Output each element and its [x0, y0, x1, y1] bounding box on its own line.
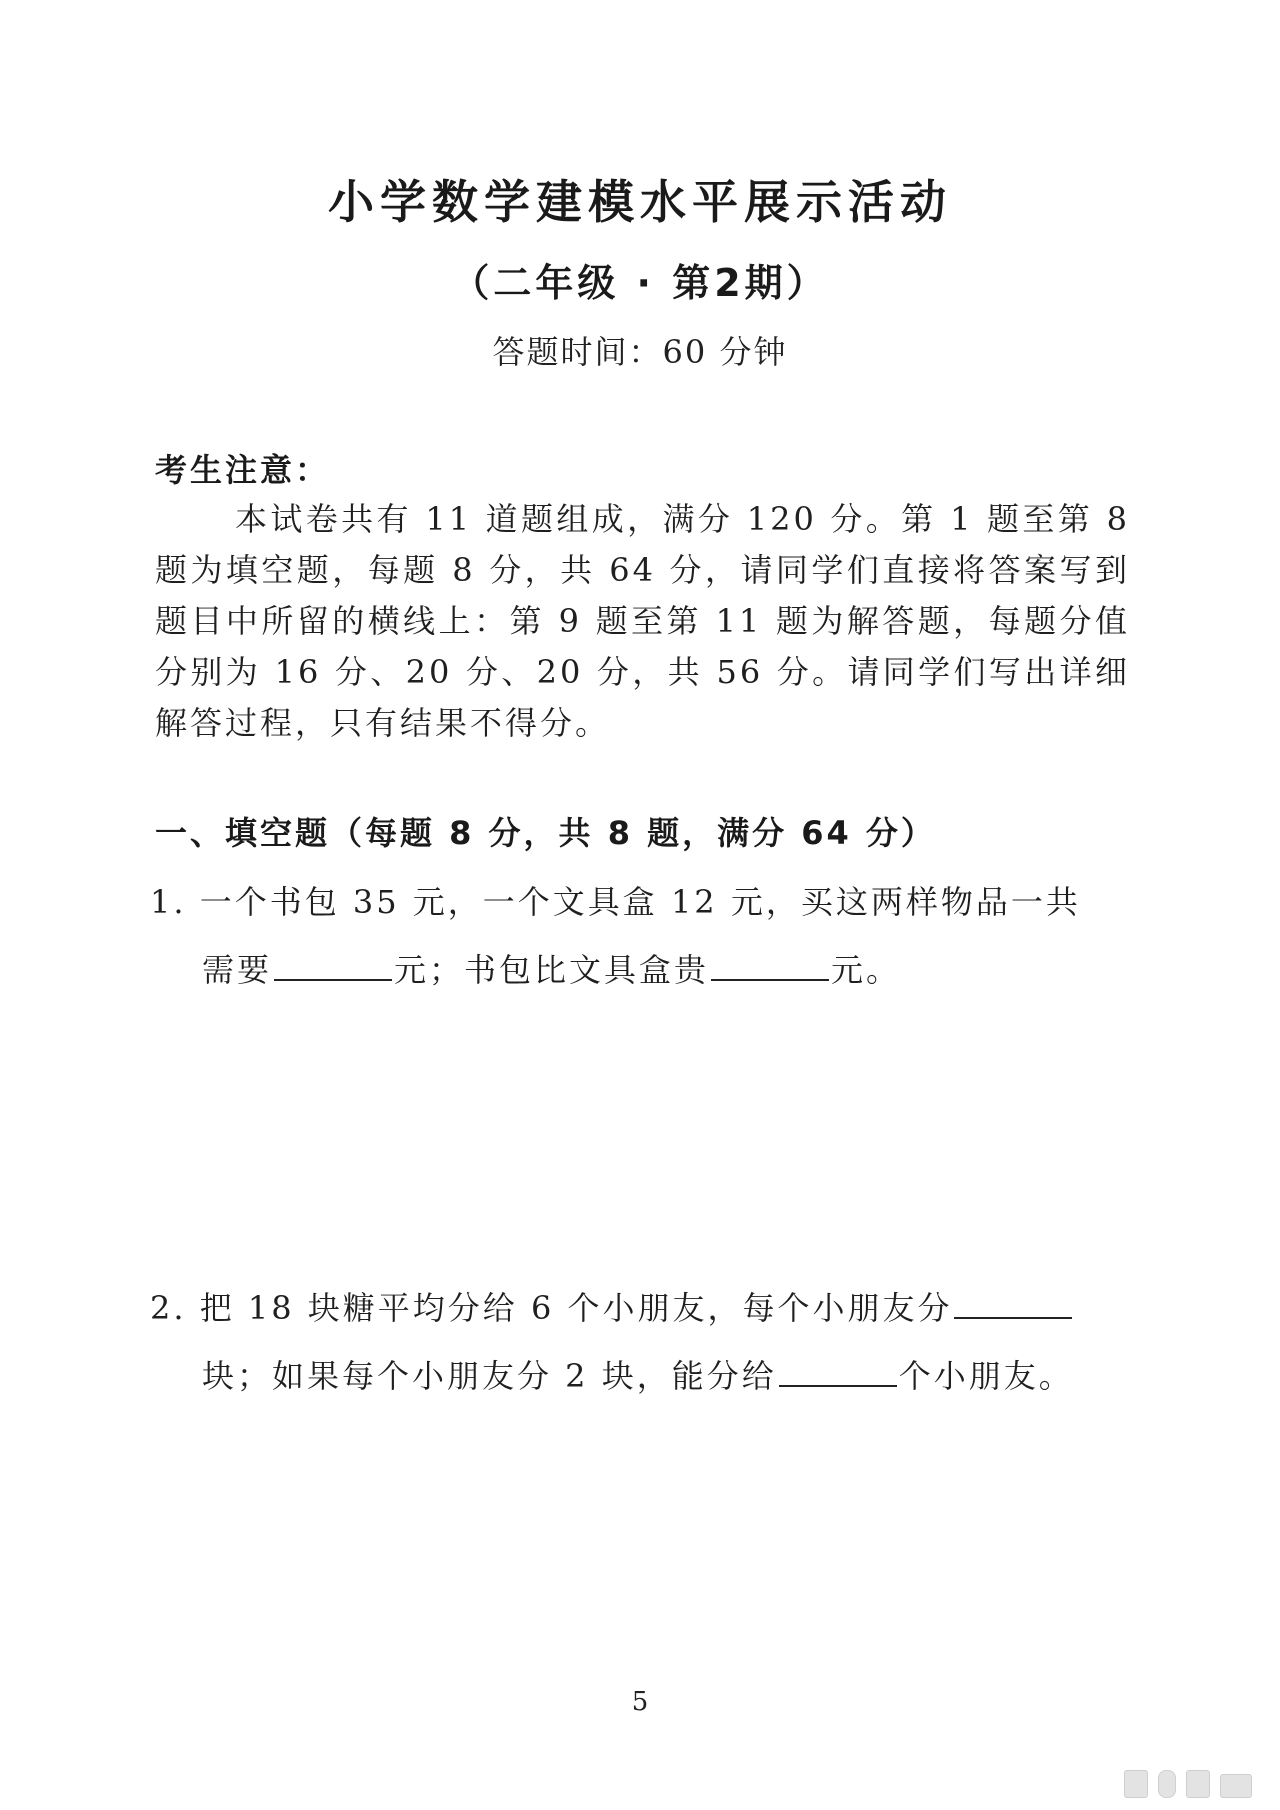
question-2-text-a: 2. 把 18 块糖平均分给 6 个小朋友，每个小朋友分 [150, 1289, 953, 1327]
footer-toolbar [1124, 1770, 1252, 1798]
menu-icon[interactable] [1220, 1774, 1252, 1798]
answer-blank-2b[interactable] [779, 1351, 897, 1387]
page-title: 小学数学建模水平展示活动 [328, 175, 952, 229]
question-1 [150, 868, 1135, 1004]
scroll-handle-icon[interactable] [1158, 1770, 1176, 1798]
question-2-line-1 [150, 1274, 1135, 1342]
page-subtitle: （二年级 · 第2期） [451, 261, 829, 305]
question-2-line-2 [150, 1342, 1135, 1410]
question-1-text-b: 元；书包比文具盒贵 [394, 951, 710, 989]
answer-blank-2a[interactable] [954, 1283, 1072, 1319]
question-1-text-c: 元。 [831, 951, 902, 989]
question-2-text-b: 块；如果每个小朋友分 2 块，能分给 [202, 1357, 777, 1395]
page-number: 5 [631, 1687, 649, 1717]
question-2 [150, 1274, 1135, 1410]
question-1-line-1: 1. 一个书包 35 元，一个文具盒 12 元，买这两样物品一共 [150, 883, 1081, 921]
exam-time: 答题时间：60 分钟 [492, 333, 788, 371]
notice-heading: 考生注意： [155, 451, 331, 489]
question-2-text-c: 个小朋友。 [898, 1357, 1074, 1395]
question-1-line-2 [150, 936, 1135, 1004]
question-1-text-a: 需要 [202, 951, 273, 989]
answer-blank-1a[interactable] [274, 945, 392, 981]
answer-blank-1b[interactable] [711, 945, 829, 981]
notice-body: 本试卷共有 11 道题组成，满分 120 分。第 1 题至第 8 题为填空题，每题 8 分，共 64 分，请同学们直接将答案写到题目中所留的横线上：第 9 题至第 11 题为解答题，每题分值分别为 16 分、20 分、20 分，共 56 分。请同学们写出详细解答过程，只有结果不得分。 [155, 500, 1130, 742]
pages-icon[interactable] [1186, 1770, 1210, 1798]
page-icon[interactable] [1124, 1770, 1148, 1798]
section-heading-fill-in: 一、填空题（每题 8 分，共 8 题，满分 64 分） [155, 814, 936, 852]
